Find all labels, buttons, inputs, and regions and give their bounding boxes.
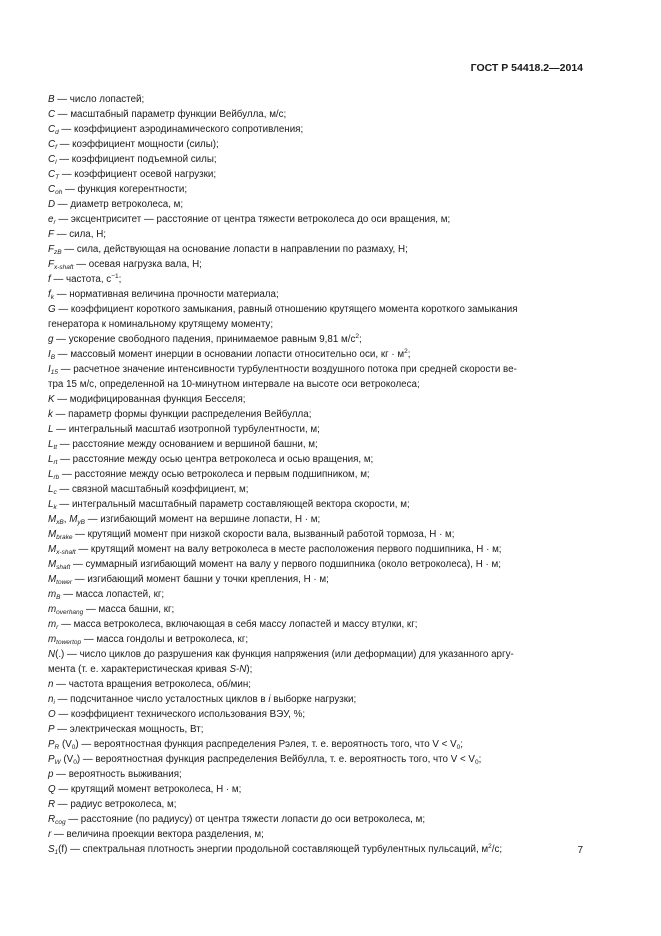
definition-line	[48, 482, 583, 497]
definition-line	[48, 527, 583, 542]
definition-line	[48, 452, 583, 467]
symbol-subscript: d	[55, 129, 59, 136]
symbol-subscript: tower	[56, 579, 73, 586]
symbol: R	[48, 799, 56, 810]
symbol-subscript: towertop	[56, 639, 82, 646]
symbol: m	[48, 619, 57, 630]
symbol-subscript: r	[53, 219, 56, 226]
symbol: F	[48, 229, 54, 240]
symbol: n	[48, 679, 54, 690]
symbol-subscript: shaft	[56, 564, 71, 571]
definition-text: — масса башни, кг;	[83, 604, 175, 615]
definition-text: — коэффициент мощности (силы);	[56, 139, 219, 150]
page-number: 7	[577, 845, 583, 856]
definition-line	[48, 347, 583, 362]
definition-line	[48, 242, 583, 257]
symbol: C	[48, 169, 56, 180]
symbol: f	[48, 289, 51, 300]
definition-line	[48, 182, 583, 197]
symbol-subscript: T	[55, 174, 60, 181]
definition-line	[48, 722, 583, 737]
definition-text: — масса ветроколеса, включающая в себя массу лопастей и массу втулки, кг;	[58, 619, 418, 630]
definition-text: — ускорение свободного падения, принимаемое равным 9,81 м/с	[53, 334, 356, 345]
definition-line	[48, 602, 583, 617]
definition-line	[48, 332, 583, 347]
symbol-subscript: overhang	[56, 609, 84, 616]
definition-line	[48, 542, 583, 557]
definition-line	[48, 752, 583, 767]
definition-text: — масса гондолы и ветроколеса, кг;	[81, 634, 249, 645]
definition-text: — сила, Н;	[53, 229, 107, 240]
definition-text: — электрическая мощность, Вт;	[54, 724, 204, 735]
symbol-subscript: r	[56, 624, 59, 631]
symbol: I	[48, 349, 51, 360]
symbol-subscript: oh	[55, 189, 63, 196]
symbol-subscript: x-shaft	[53, 264, 74, 271]
symbol-subscript: 15	[50, 369, 58, 376]
definition-line	[48, 767, 583, 782]
symbol-subscript: B	[50, 354, 56, 361]
symbol: F	[48, 244, 54, 255]
definition-line	[48, 842, 583, 857]
definition-text: — изгибающий момент на вершине лопасти, Н · м;	[84, 514, 321, 525]
inline-subscript: 0	[73, 759, 77, 766]
definition-text: ) — вероятностная функция распределения Вейбулла, т. е. вероятность того, что V < V	[76, 754, 475, 765]
definition-line	[48, 287, 583, 302]
definition-text: — масштабный параметр функции Вейбулла, м/с;	[55, 109, 287, 120]
symbol-subscript: cog	[55, 819, 66, 826]
definition-text: — масса лопастей, кг;	[60, 589, 165, 600]
definition-line	[48, 647, 583, 662]
symbol: C	[48, 109, 56, 120]
definition-text: ,	[63, 514, 70, 525]
symbol: m	[48, 589, 57, 600]
symbol: P	[48, 739, 55, 750]
symbol: C	[48, 139, 56, 150]
definition-line	[48, 737, 583, 752]
definition-text: генератора к номинальному крутящему моменту;	[48, 319, 274, 330]
symbol: f	[48, 274, 51, 285]
symbol-subscript: B	[56, 594, 61, 601]
definition-line	[48, 107, 583, 122]
symbol: Q	[48, 784, 56, 795]
definition-line	[48, 707, 583, 722]
definition-line	[48, 272, 583, 287]
superscript: −1	[111, 273, 119, 280]
definition-tail: /с;	[491, 844, 503, 855]
definition-line	[48, 572, 583, 587]
definition-text: — модифицированная функция Бесселя;	[54, 394, 246, 405]
definition-line	[48, 362, 583, 377]
inline-subscript: 0	[456, 744, 461, 751]
definition-text: мента (т. е. характеристическая кривая	[48, 664, 230, 675]
definition-text: — массовый момент инерции в основании лопасти относительно оси, кг · м	[55, 349, 405, 360]
symbol: L	[48, 424, 54, 435]
symbol: M	[48, 514, 57, 525]
definition-line	[48, 692, 583, 707]
symbol: r	[48, 829, 52, 840]
definition-line	[48, 662, 583, 677]
definition-line	[48, 497, 583, 512]
symbol: I	[48, 364, 51, 375]
definition-text: — число лопастей;	[54, 94, 145, 105]
symbol: P	[48, 724, 55, 735]
symbol: L	[48, 454, 54, 465]
symbol-subscript: i	[53, 699, 55, 706]
definition-line	[48, 302, 583, 317]
superscript: 2	[488, 843, 492, 850]
symbol-subscript: f	[55, 144, 57, 151]
definition-text: — расстояние между основанием и вершиной башни, м;	[57, 439, 318, 450]
definition-tail: ;	[359, 334, 362, 345]
definition-text: — суммарный изгибающий момент на валу у первого подшипника (около ветроколеса), Н · м;	[70, 559, 501, 570]
symbol: G	[48, 304, 56, 315]
definition-line	[48, 152, 583, 167]
definition-tail: ;	[118, 274, 122, 285]
symbol-subscript: k	[50, 294, 54, 301]
definition-text: — параметр формы функции распределения Вейбулла;	[52, 409, 312, 420]
definition-text: — коэффициент подъемной силы;	[56, 154, 217, 165]
definition-tail: ;	[478, 754, 482, 765]
symbol: n	[48, 694, 54, 705]
definition-text: — коэффициент короткого замыкания, равный отношению крутящего момента короткого замыкания	[55, 304, 518, 315]
definition-line	[48, 797, 583, 812]
symbol: M	[48, 529, 57, 540]
italic-term: S-N	[229, 664, 247, 675]
symbol-subscript: c	[53, 489, 57, 496]
definition-line	[48, 227, 583, 242]
symbol-subscript: brake	[56, 534, 73, 541]
definition-tail: ;	[460, 739, 464, 750]
definition-text: — связной масштабный коэффициент, м;	[56, 484, 249, 495]
definition-line	[48, 197, 583, 212]
symbol-subscript: yB	[77, 519, 85, 526]
symbol: L	[48, 469, 54, 480]
symbol-subscript: x-shaft	[56, 549, 76, 556]
definition-line	[48, 677, 583, 692]
definition-text: — частота вращения ветроколеса, об/мин;	[53, 679, 252, 690]
definition-text: — вероятность выживания;	[53, 769, 182, 780]
symbol: M	[48, 544, 57, 555]
definition-text: — нормативная величина прочности материала;	[53, 289, 279, 300]
symbol: M	[48, 574, 57, 585]
symbol-subscript: rt	[53, 459, 58, 466]
symbol: O	[48, 709, 56, 720]
definition-line	[48, 812, 583, 827]
symbol: M	[48, 559, 57, 570]
definition-line	[48, 422, 583, 437]
definition-text: тра 15 м/с, определенной на 10-минутном интервале на высоте оси ветроколеса;	[48, 379, 420, 390]
symbol-subscript: W	[54, 759, 61, 766]
inline-subscript: 0	[474, 759, 479, 766]
definition-text: ) — вероятностная функция распределения Рэлея, т. е. вероятность того, что V < V	[75, 739, 457, 750]
symbol-subscript: 1	[54, 849, 59, 856]
definition-line	[48, 212, 583, 227]
superscript: 2	[355, 333, 359, 340]
symbol: D	[48, 199, 56, 210]
definition-text: — расстояние между осью центра ветроколеса и осью вращения, м;	[57, 454, 374, 465]
definition-text: — крутящий момент на валу ветроколеса в месте расположения первого подшипника, Н · м;	[75, 544, 502, 555]
definition-text: — коэффициент осевой нагрузки;	[59, 169, 217, 180]
symbol: k	[48, 409, 53, 420]
definition-line	[48, 437, 583, 452]
definition-line	[48, 587, 583, 602]
symbol: K	[48, 394, 55, 405]
symbol-subscript: k	[53, 504, 57, 511]
definition-line	[48, 617, 583, 632]
symbol: L	[48, 484, 54, 495]
definition-text: (f) — спектральная плотность энергии продольной составляющей турбулентных пульсаций, м	[58, 844, 489, 855]
definition-line	[48, 467, 583, 482]
symbol: B	[48, 94, 55, 105]
symbol-subscript: tt	[53, 444, 58, 451]
symbol: F	[48, 259, 54, 270]
definition-text: — изгибающий момент башни у точки крепления, Н · м;	[72, 574, 329, 585]
definition-text: (.) — число циклов до разрушения как функция напряжения (или деформации) для указанного аргу-	[55, 649, 514, 660]
symbol: C	[48, 124, 56, 135]
definition-tail: );	[246, 664, 253, 675]
symbol: g	[48, 334, 54, 345]
symbol: L	[48, 499, 54, 510]
symbol: S	[48, 844, 55, 855]
definition-text: — диаметр ветроколеса, м;	[55, 199, 184, 210]
definition-text: — расстояние (по радиусу) от центра тяжести лопасти до оси ветроколеса, м;	[65, 814, 426, 825]
definition-text: (V	[60, 754, 74, 765]
definition-text: (V	[59, 739, 72, 750]
definition-line	[48, 827, 583, 842]
definition-line	[48, 377, 583, 392]
definition-tail: выборке нагрузки;	[270, 694, 357, 705]
definition-line	[48, 257, 583, 272]
definition-text: — расстояние между осью ветроколеса и первым подшипником, м;	[59, 469, 370, 480]
definition-text: — эксцентриситет — расстояние от центра тяжести ветроколеса до оси вращения, м;	[55, 214, 451, 225]
definition-line	[48, 557, 583, 572]
definition-text: — сила, действующая на основание лопасти в направлении по размаху, Н;	[61, 244, 408, 255]
inline-subscript: 0	[71, 744, 76, 751]
italic-term: i	[268, 694, 271, 705]
superscript: 2	[404, 348, 408, 355]
definition-tail: ;	[407, 349, 411, 360]
definition-line	[48, 632, 583, 647]
definition-line	[48, 392, 583, 407]
symbol-subscript: l	[55, 159, 57, 166]
definition-text: — величина проекции вектора разделения, м;	[51, 829, 264, 840]
definition-text: — коэффициент технического использования ВЭУ, %;	[55, 709, 306, 720]
symbol-subscript: rb	[53, 474, 60, 481]
definition-text: — интегральный масштаб изотропной турбулентности, м;	[53, 424, 320, 435]
symbols-list	[48, 92, 583, 857]
symbol: R	[48, 814, 56, 825]
definition-text: — функция когерентности;	[62, 184, 188, 195]
definition-line	[48, 782, 583, 797]
definition-text: — расчетное значение интенсивности турбулентности воздушного потока при средней скорости ве-	[57, 364, 517, 375]
symbol: C	[48, 184, 56, 195]
definition-text: — крутящий момент при низкой скорости вала, вызванный работой тормоза, Н · м;	[72, 529, 455, 540]
symbol-subscript: xB	[56, 519, 64, 526]
symbol-subscript: zB	[53, 249, 62, 256]
symbol: m	[48, 634, 57, 645]
definition-text: — частота, с	[50, 274, 112, 285]
definition-text: — интегральный масштабный параметр составляющей вектора скорости, м;	[56, 499, 410, 510]
symbol: m	[48, 604, 57, 615]
definition-text: — подсчитанное число усталостных циклов в	[54, 694, 269, 705]
definition-line	[48, 407, 583, 422]
definition-line	[48, 317, 583, 332]
symbol-subscript: R	[54, 744, 60, 751]
symbol: N	[48, 649, 56, 660]
definition-text: — крутящий момент ветроколеса, Н · м;	[55, 784, 242, 795]
definition-line	[48, 167, 583, 182]
symbol: C	[48, 154, 56, 165]
definition-line	[48, 512, 583, 527]
definition-line	[48, 122, 583, 137]
definition-text: — осевая нагрузка вала, Н;	[73, 259, 202, 270]
symbol: p	[48, 769, 54, 780]
document-header: ГОСТ Р 54418.2—2014	[470, 62, 583, 74]
symbol: e	[48, 214, 54, 225]
symbol: L	[48, 439, 54, 450]
definition-text: — радиус ветроколеса, м;	[55, 799, 177, 810]
symbol: M	[69, 514, 78, 525]
definition-line	[48, 92, 583, 107]
definition-text: — коэффициент аэродинамического сопротивления;	[58, 124, 304, 135]
definition-line	[48, 137, 583, 152]
symbol: P	[48, 754, 55, 765]
